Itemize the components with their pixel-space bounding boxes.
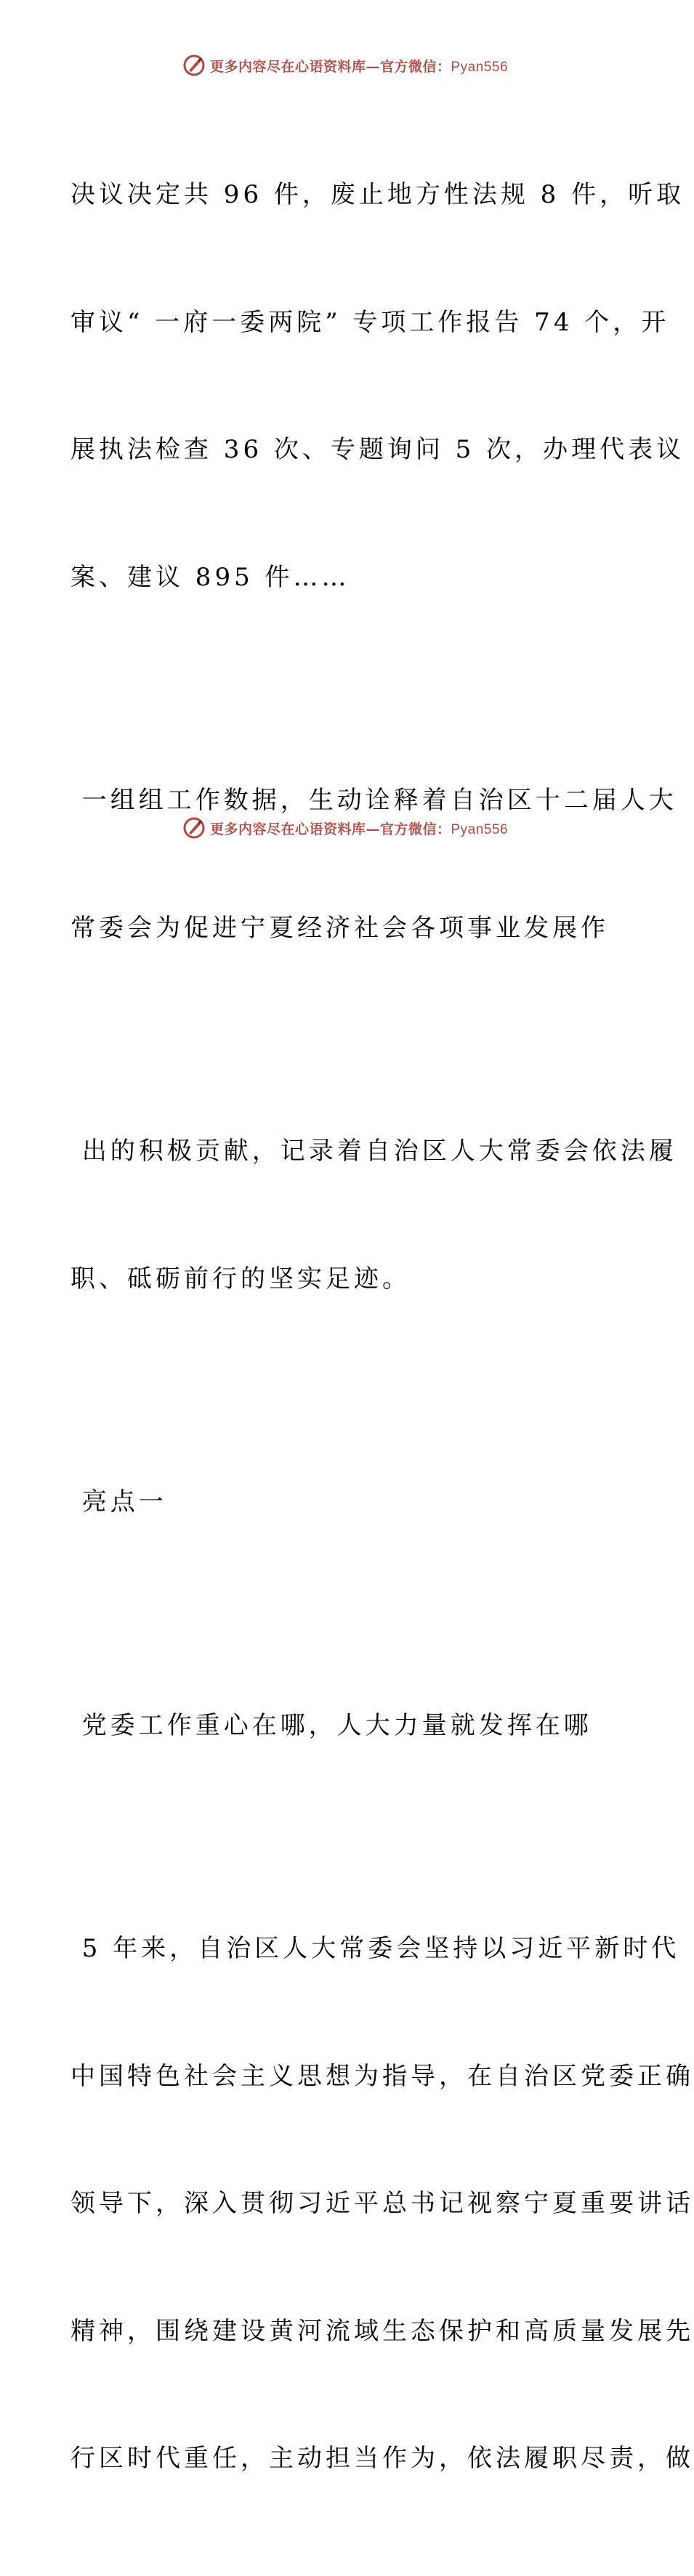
pen-circle-logo-icon bbox=[182, 816, 206, 840]
paragraph-1 bbox=[70, 89, 685, 683]
text-line: 党委工作重心在哪，人大力量就发挥在哪 bbox=[70, 1710, 592, 1740]
text-line: 展执法检查 36 次、专题询问 5 次，办理代表议 bbox=[70, 435, 685, 464]
text-line: 领导下，深入贯彻习近平总书记视察宁夏重要讲话 bbox=[70, 2189, 694, 2218]
header-banner-text bbox=[210, 56, 508, 76]
section-subheading bbox=[70, 1620, 623, 1832]
banner-wechat-id: Pyan556 bbox=[451, 59, 509, 75]
paragraph-6 bbox=[70, 1842, 694, 2565]
banner-main-text: 更多内容尽在心语资料库—官方微信： bbox=[209, 58, 451, 75]
paragraph-2 bbox=[70, 694, 677, 1034]
text-line: 5 年来，自治区人大常委会坚持以习近平新时代 bbox=[70, 1934, 680, 1963]
section-heading-highlight-one bbox=[70, 1396, 623, 1609]
header-watermark-banner bbox=[0, 51, 690, 80]
text-line: 行区时代重任，主动担当作为，依法履职尽责，做 bbox=[70, 2444, 694, 2473]
paragraph-3 bbox=[70, 1045, 677, 1385]
text-line: 出的积极贡献，记录着自治区人大常委会依法履 bbox=[70, 1137, 677, 1166]
pen-circle-logo-icon bbox=[182, 54, 206, 77]
footer-banner-inner bbox=[182, 816, 508, 840]
text-line: 亮点一 bbox=[70, 1487, 167, 1516]
text-line: 一组组工作数据，生动诠释着自治区十二届人大 bbox=[70, 786, 677, 815]
banner-main-text: 更多内容尽在心语资料库—官方微信： bbox=[209, 821, 451, 837]
banner-wechat-id: Pyan556 bbox=[451, 821, 509, 837]
footer-banner-text bbox=[210, 818, 508, 838]
document-body bbox=[70, 89, 694, 2576]
text-line: 中国特色社会主义思想为指导，在自治区党委正确 bbox=[70, 2061, 694, 2091]
text-line: 案、建议 895 件…… bbox=[70, 562, 350, 592]
text-line: 常委会为促进宁夏经济社会各项事业发展作 bbox=[70, 913, 609, 943]
header-banner-inner bbox=[182, 54, 508, 77]
text-line: 审议“ 一府一委两院” 专项工作报告 74 个，开 bbox=[70, 307, 670, 337]
text-line: 决议决定共 96 件，废止地方性法规 8 件，听取 bbox=[70, 180, 685, 209]
text-line: 职、砥砺前行的坚实足迹。 bbox=[70, 1264, 411, 1293]
footer-watermark-banner bbox=[0, 813, 690, 842]
text-line: 精神，围绕建设黄河流域生态保护和高质量发展先 bbox=[70, 2316, 694, 2346]
